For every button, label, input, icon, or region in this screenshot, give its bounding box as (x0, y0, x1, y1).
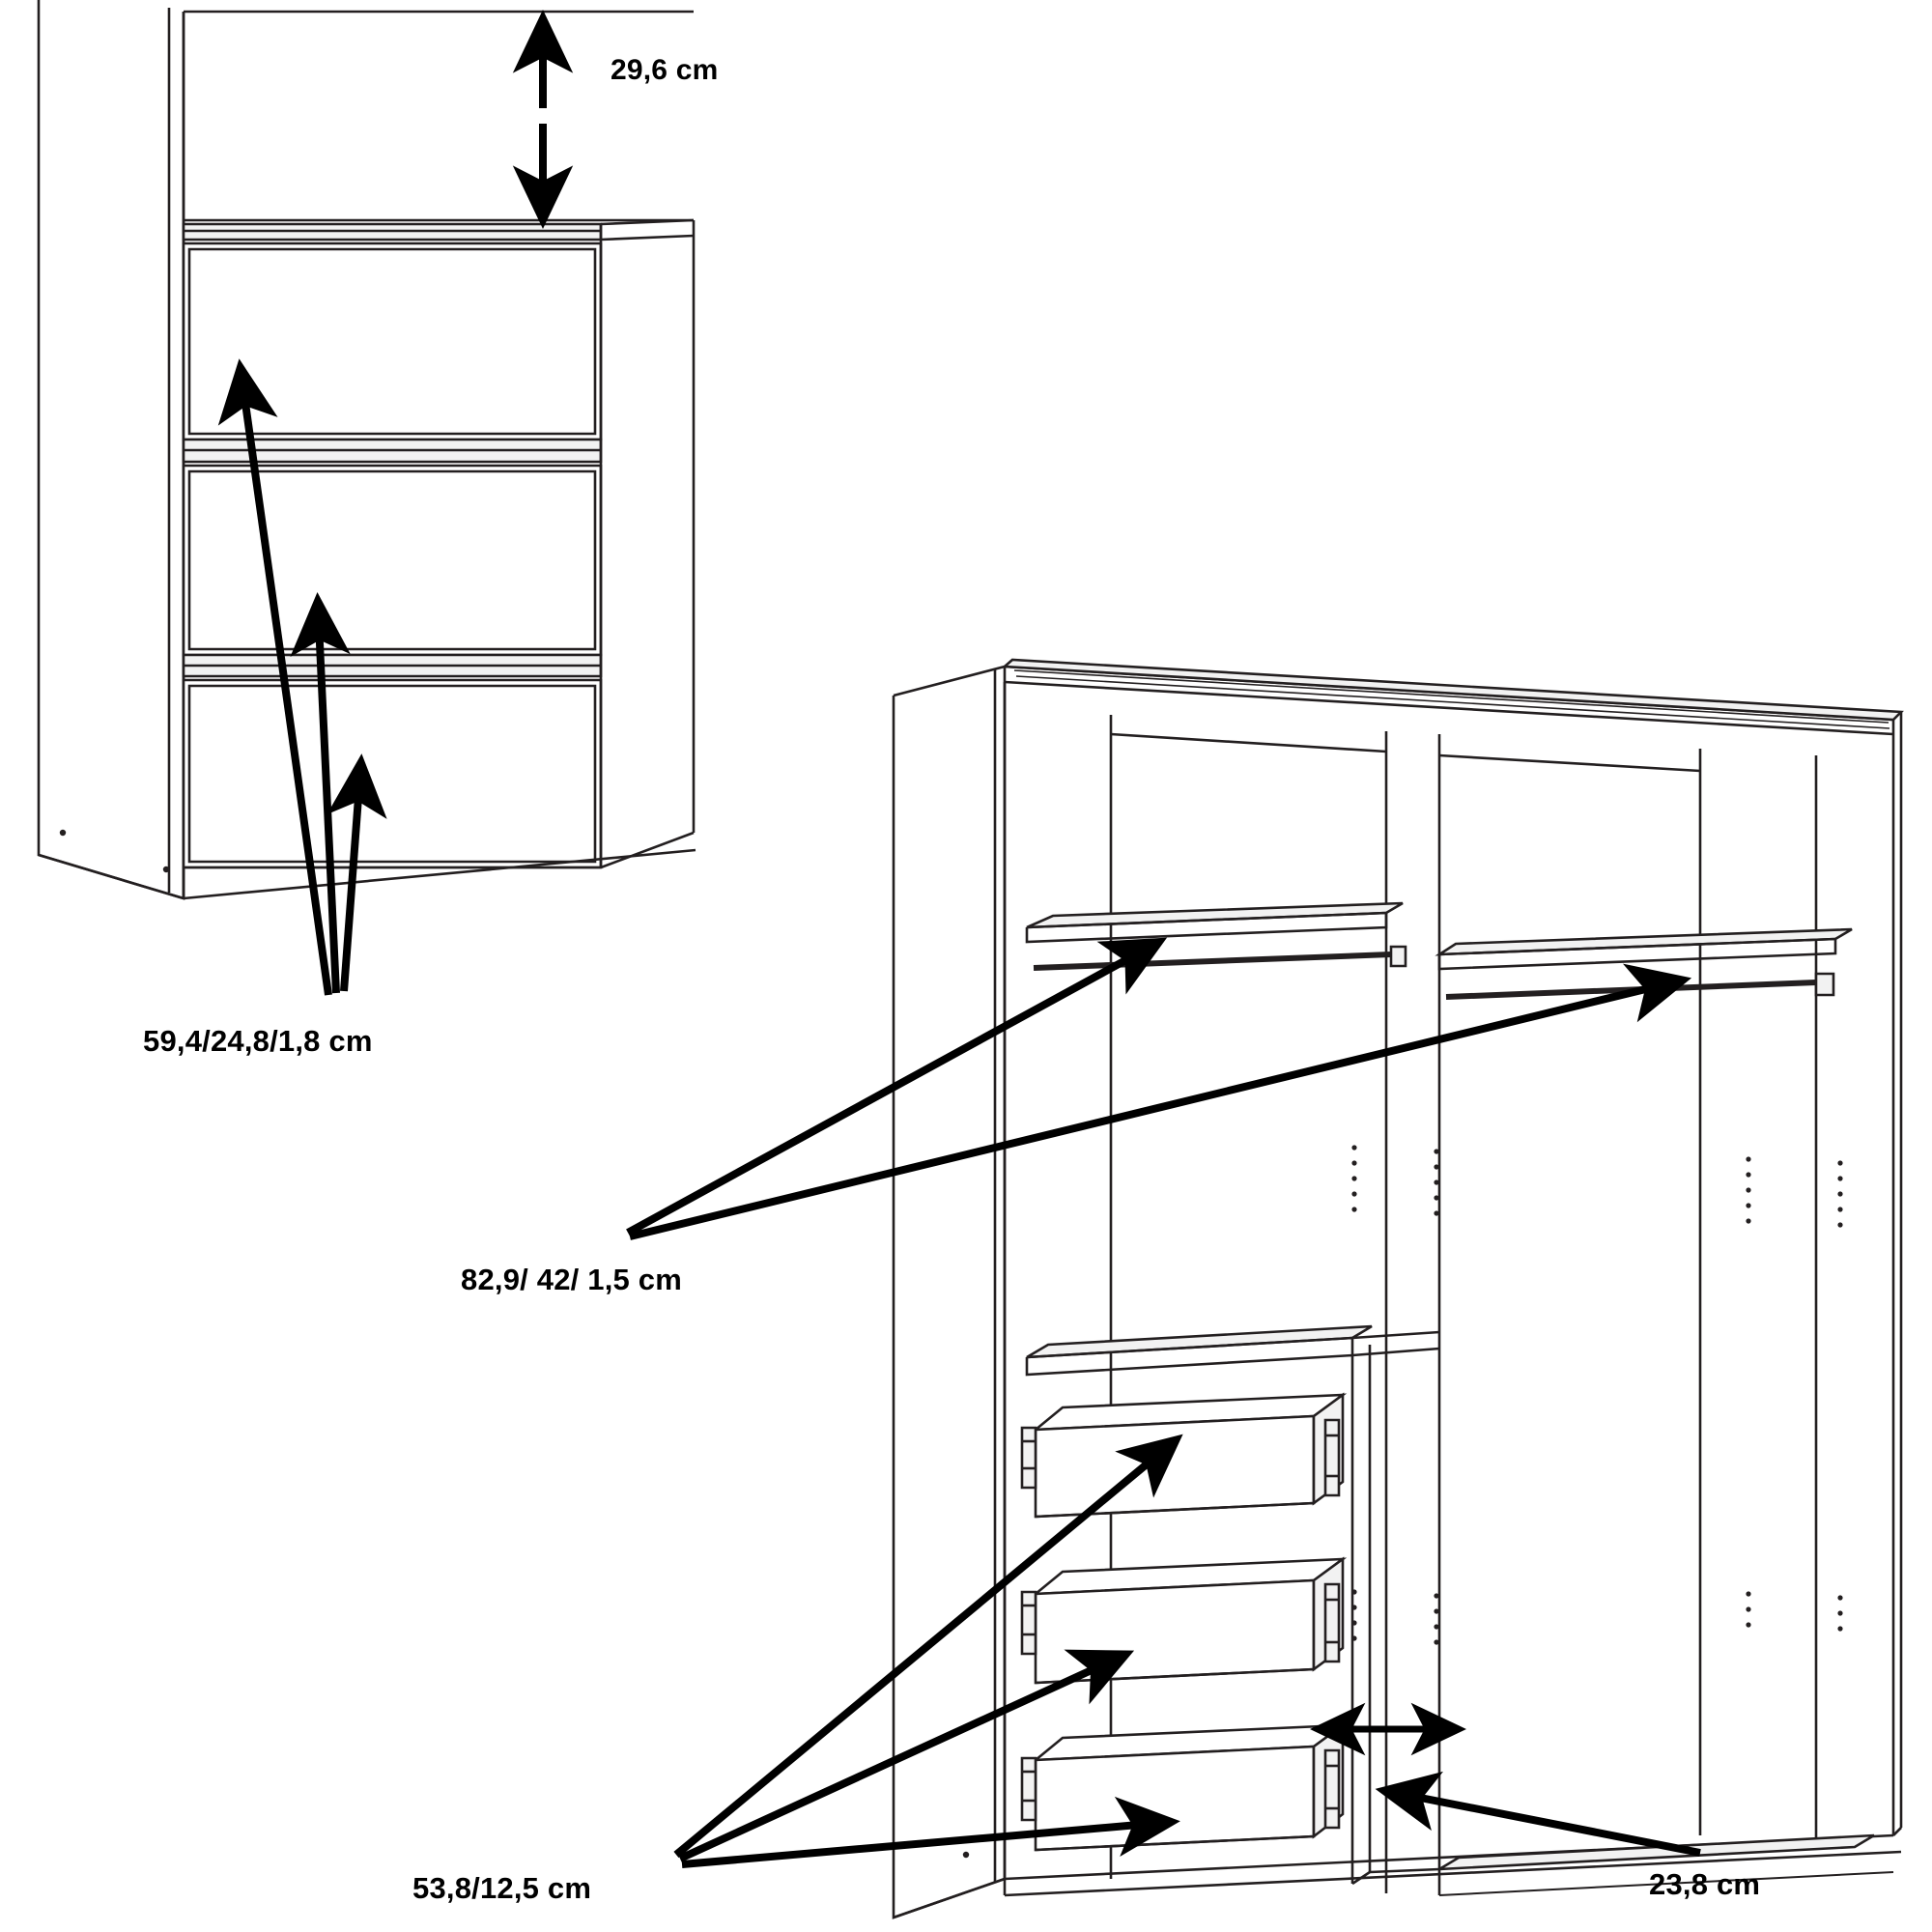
arrow-829-b (630, 985, 1662, 1236)
dimension-label-gap-height: 29,6 cm (611, 54, 719, 86)
arrow-238-leader (1406, 1795, 1700, 1853)
arrow-538-c (682, 1824, 1150, 1864)
arrow-594-c (344, 784, 359, 991)
dimension-label-partition-width: 23,8 cm (1649, 1867, 1761, 1901)
arrow-829-a (628, 952, 1140, 1233)
arrow-594-a (243, 389, 328, 995)
dimension-label-drawer-box: 53,8/12,5 cm (412, 1871, 592, 1905)
dimension-label-drawer-front: 59,4/24,8/1,8 cm (143, 1024, 373, 1058)
arrow-538-a (676, 1454, 1159, 1855)
dimension-label-shelf-rail: 82,9/ 42/ 1,5 cm (461, 1263, 682, 1296)
